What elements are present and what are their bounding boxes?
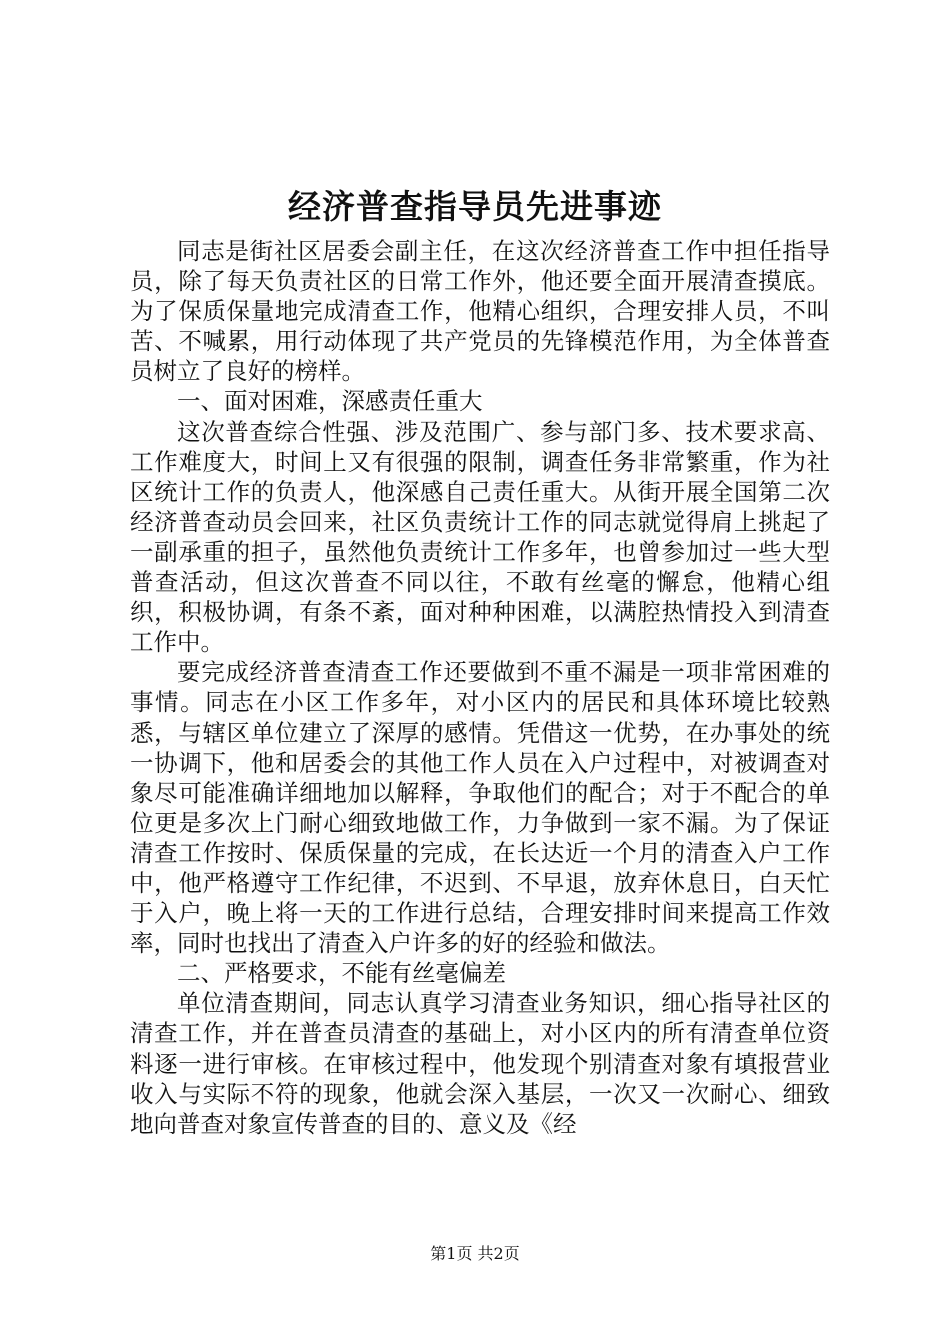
intro-paragraph: 同志是街社区居委会副主任，在这次经济普查工作中担任指导员，除了每天负责社区的日常工作外，他还要全面开展清查摸底。为了保质保量地完成清查工作，他精心组织，合理安排人员，不叫苦、不喊累，用行动体现了共产党员的先锋模范作用，为全体普查员树立了良好的榜样。 <box>130 237 830 386</box>
document-title: 经济普查指导员先进事迹 <box>288 187 662 226</box>
section-heading-2: 二、严格要求，不能有丝毫偏差 <box>177 959 506 988</box>
section-1-paragraph-2: 要完成经济普查清查工作还要做到不重不漏是一项非常困难的事情。同志在小区工作多年，对小区内的居民和具体环境比较熟悉，与辖区单位建立了深厚的感情。凭借这一优势，在办事处的统一协调下，他和居委会的其他工作人员在入户过程中，对被调查对象尽可能准确详细地加以解释，争取他们的配合；对于不配合的单位更是多次上门耐心细致地做工作，力争做到一家不漏。为了保证清查工作按时、保质保量的完成，在长达近一个月的清查入户工作中，他严格遵守工作纪律，不迟到、不早退，放弃休息日，白天忙于入户，晚上将一天的工作进行总结，合理安排时间来提高工作效率，同时也找出了清查入户许多的好的经验和做法。 <box>130 658 830 958</box>
section-2-paragraph-1: 单位清查期间，同志认真学习清查业务知识，细心指导社区的清查工作，并在普查员清查的基础上，对小区内的所有清查单位资料逐一进行审核。在审核过程中，他发现个别清查对象有填报营业收入与实际不符的现象，他就会深入基层，一次又一次耐心、细致地向普查对象宣传普查的目的、意义及《经 <box>130 989 830 1138</box>
document-body <box>130 236 830 1139</box>
page-footer: 第1页 共2页 <box>430 1244 520 1263</box>
section-heading-1: 一、面对困难，深感责任重大 <box>177 387 483 416</box>
section-1-paragraph-1: 这次普查综合性强、涉及范围广、参与部门多、技术要求高、工作难度大，时间上又有很强的限制，调查任务非常繁重，作为社区统计工作的负责人，他深感自己责任重大。从街开展全国第二次经济普查动员会回来，社区负责统计工作的同志就觉得肩上挑起了一副承重的担子，虽然他负责统计工作多年，也曾参加过一些大型普查活动，但这次普查不同以往，不敢有丝毫的懈怠，他精心组织，积极协调，有条不紊，面对种种困难，以满腔热情投入到清查工作中。 <box>130 417 830 657</box>
